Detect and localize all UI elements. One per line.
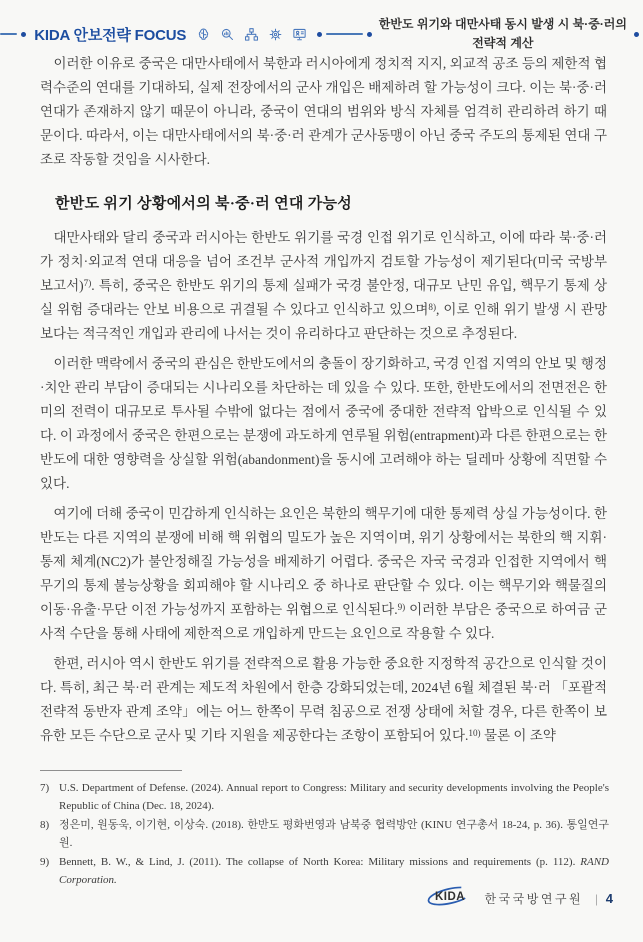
paragraph [40,352,607,496]
text-segment: RAND Corporation. [59,856,609,886]
header-rule-left [0,33,17,35]
gear-icon [268,27,283,42]
kida-logo [425,885,481,912]
running-doc-title [379,15,627,52]
network-icon [244,27,259,42]
brand-title: KIDA 안보전략 FOCUS [34,26,187,44]
page-number-divider: | [595,890,598,906]
text-segment: 여기에 더해 중국이 민감하게 인식하는 요인은 북한의 핵무기에 대한 통제력 상실 가능성이다. 한반도는 다른 지역의 분쟁에 비해 핵 위협의 밀도가 높은 지역이며, 위기 상황에서는 북한의 핵 지휘·통제 체계(NC2)가 불안정해질 가능성을 배제하기 어렵다. 중국은 자국 국경과 인접한 지역에서 핵무기의 통제 불능상황을 회피해야 할 시나리오 중 하나로 판단할 수 있다. 이는 핵무기와 핵물질의 이동·유출·무단 이전 가능성까지 포함하는 위협으로 인식된다. [40,506,607,617]
svg-text:KIDA: KIDA [434,891,465,903]
footnote-number: 9) [40,856,50,868]
page-footer [425,885,614,912]
text-segment: 정은미, 원동욱, 이기현, 이상숙. (2018). 한반도 평화번영과 남북중 협력방안 (KINU 연구총서 18-24, p. 36). 통일연구원. [59,819,609,849]
text-segment: . 특히, 중국은 한반도 위기의 통제 실패가 국경 불안정, 대규모 난민 유입, 핵무기 통제 상실 위험 증대라는 안보 비용으로 귀결될 수 있다고 인식하고 있으며 [40,278,607,317]
page-number: 4 [605,891,613,906]
footnote [40,780,609,815]
footnote [40,817,609,852]
footnote-reference: 9) [397,602,406,612]
paragraph [40,226,607,346]
doc-title-line1: 한반도 위기와 대만사태 동시 발생 시 북·중·러의 [378,17,627,32]
text-segment: 한편, 러시아 역시 한반도 위기를 전략적으로 활용 가능한 중요한 지정학적 공간으로 인식할 것이다. 특히, 최근 북·러 관계는 제도적 차원에서 한층 강화되었는데, 2024년 6월 체결된 북·러 「포괄적 전략적 동반자 관계 조약」에는 어느 한쪽이 무력 침공으로 전쟁 상태에 처할 경우, 다른 한쪽이 보유한 모든 수단으로 군사 및 기타 지원을 제공한다는 조항이 포함되어 있다. [40,656,607,743]
brain-icon [196,27,211,42]
text-segment: U.S. Department of Defense. (2024). Annual report to Congress: Military and security developments involving the People's Republic of China (Dec. 18, 2024). [59,782,609,812]
header-dot [21,32,26,37]
footnote-text [59,780,609,815]
header-rule-mid [326,33,363,35]
text-segment: 이러한 맥락에서 중국의 관심은 한반도에서의 충돌이 장기화하고, 국경 인접 지역의 안보 및 행정·치안 관리 부담이 증대되는 시나리오를 차단하는 데 있을 수 있다. 또한, 한반도에서의 전면전은 한미의 전력이 대규모로 투사될 수밖에 없다는 점에서 중국에 중대한 전략적 압박으로 인식될 수 있다. 이 과정에서 중국은 한편으로는 분쟁에 과도하게 연루될 위험(entrapment)과 다른 한편으로는 한반도에 대한 영향력을 상실할 위험(abandonment)을 동시에 고려해야 하는 딜레마 상황에 직면할 수 있다. [40,356,607,491]
paragraph [40,52,607,172]
header-dot [367,32,372,37]
kida-org-name: 한국국방연구원 [484,892,584,906]
footnote [40,854,609,889]
paragraph [40,502,607,646]
header-icon-row [196,27,307,42]
footnote-separator [40,770,182,771]
text-segment: 물론 이 조약 [480,728,556,743]
footnote-text [59,817,609,852]
footnote-text [59,854,609,889]
text-segment: 이러한 이유로 중국은 대만사태에서 북한과 러시아에게 정치적 지지, 외교적 공조 등의 제한적 협력수준의 연대를 기대하되, 실제 전장에서의 군사 개입은 배제하려 할 가능성이 크다. 이는 북·중·러 연대가 존재하지 않기 때문이 아니라, 중국이 연대의 범위와 방식 자체를 엄격히 관리하려 하기 때문이다. 따라서, 이는 대만사태에서의 북·중·러 관계가 군사동맹이 아닌 중국 주도의 통제된 연대 구조로 작동할 것임을 시사한다. [40,56,607,167]
text-segment: , 이로 인해 위기 발생 시 관망보다는 적극적인 개입과 관리에 나서는 것이 유리하다고 판단하는 것으로 추정된다. [40,302,607,341]
text-segment: 대만사태와 달리 중국과 러시아는 한반도 위기를 국경 인접 위기로 인식하고, 이에 따라 북·중·러가 정치·외교적 연대 대응을 넘어 조건부 군사적 개입까지 검토할 가능성이 제기된다(미국 국방부 보고서) [40,230,607,293]
text-segment: Bennett, B. W., & Lind, J. (2011). The collapse of North Korea: Military missions and requirements (p. 112). [59,856,581,868]
article-body [0,42,643,748]
footnote-reference: 7) [83,278,92,288]
text-segment: 이러한 부담은 중국으로 하여금 군사적 수단을 통해 사태에 제한적으로 개입하게 만드는 요인으로 작용할 수 있다. [40,602,608,641]
footnote-section [0,780,643,889]
footnote-reference: 8) [428,302,436,312]
header-dot [317,32,322,37]
magnifier-analysis-icon [220,27,235,42]
page-header [0,0,643,50]
doc-title-line2: 전략적 계산 [472,36,534,50]
footnote-number: 8) [40,819,50,831]
footnote-reference: 10) [468,728,481,738]
paragraph [40,652,607,748]
header-dot [634,32,639,37]
monitor-icon [292,27,307,42]
footnote-number: 7) [40,782,50,794]
section-heading: 한반도 위기 상황에서의 북·중·러 연대 가능성 [55,196,353,212]
